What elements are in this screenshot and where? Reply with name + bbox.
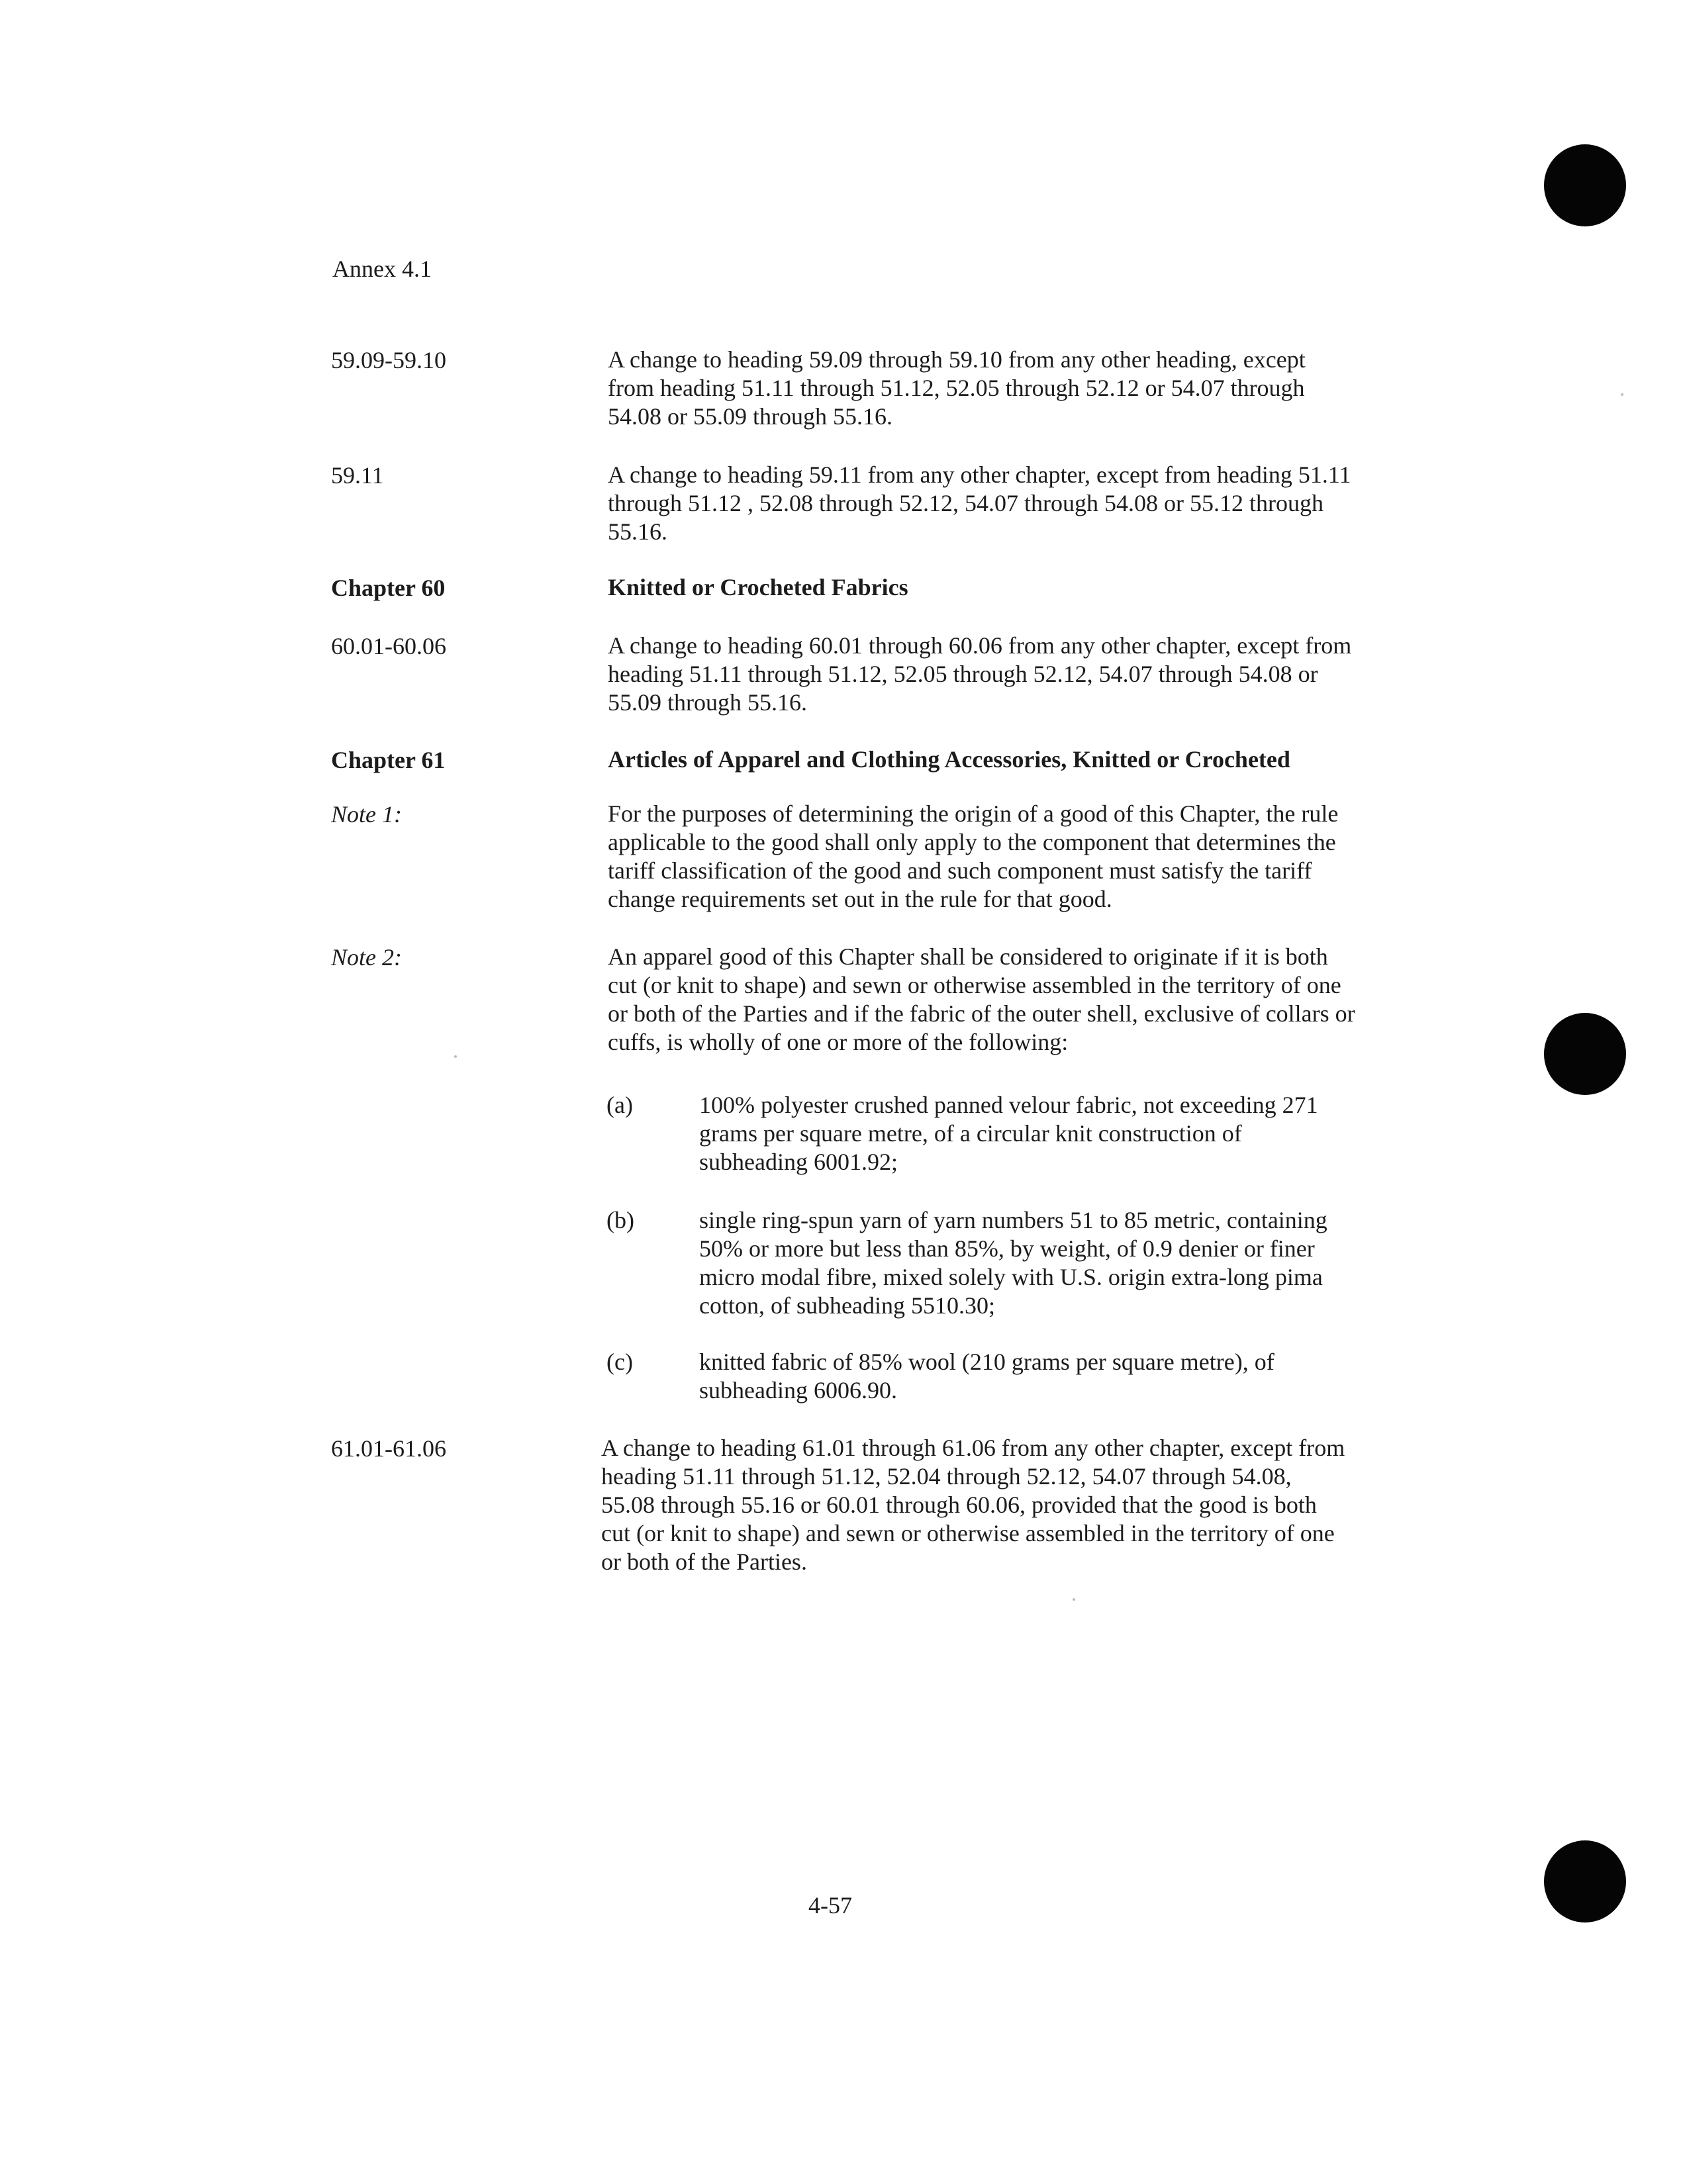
note-label: Note 1: <box>331 801 402 828</box>
rule-text: A change to heading 59.11 from any other chapter, except from heading 51.11 through 51.12 , 52.08 through 52.12, 54.07 through 54.08 or 55.12 through 55.16. <box>608 461 1351 545</box>
binder-hole-top <box>1544 144 1626 226</box>
chapter-number: Chapter 61 <box>331 747 446 773</box>
chapter-title: Knitted or Crocheted Fabrics <box>608 574 908 600</box>
rule-text: A change to heading 59.09 through 59.10 from any other heading, except from heading 51.11 through 51.12, 52.05 through 52.12 or 54.07 through 54.08 or 55.09 through 55.16. <box>608 346 1306 430</box>
note-text: For the purposes of determining the origin of a good of this Chapter, the rule applicable to the good shall only apply to the component that determines the tariff classification of the good and such component must satisfy the tariff change requirements set out in the rule for that good. <box>608 800 1339 912</box>
binder-hole-bottom <box>1544 1840 1626 1923</box>
item-text: knitted fabric of 85% wool (210 grams per square metre), of subheading 6006.90. <box>699 1349 1274 1403</box>
scan-speck <box>454 1055 457 1058</box>
note-label: Note 2: <box>331 944 402 971</box>
binder-hole-middle <box>1544 1013 1626 1095</box>
heading-code: 61.01-61.06 <box>331 1435 446 1462</box>
page-number: 4-57 <box>808 1892 852 1919</box>
item-text: single ring-spun yarn of yarn numbers 51 to 85 metric, containing 50% or more but less than 85%, by weight, of 0.9 denier or finer micro modal fibre, mixed solely with U.S. origin extra-long pima cotton, of subheading 5510.30; <box>699 1207 1327 1319</box>
item-label: (a) <box>606 1092 633 1118</box>
note-text: An apparel good of this Chapter shall be considered to originate if it is both cut (or knit to shape) and sewn or otherwise assembled in the territory of one or both of the Parties and if the fabric of the outer shell, exclusive of collars or cuffs, is wholly of one or more of the following: <box>608 943 1355 1055</box>
item-label: (c) <box>606 1349 633 1375</box>
scan-speck <box>1621 393 1623 396</box>
item-text: 100% polyester crushed panned velour fabric, not exceeding 271 grams per square metre, of a circular knit construction of subheading 6001.92; <box>699 1092 1318 1175</box>
scan-speck <box>1073 1598 1075 1601</box>
heading-code: 60.01-60.06 <box>331 633 446 659</box>
rule-text: A change to heading 60.01 through 60.06 from any other chapter, except from heading 51.11 through 51.12, 52.05 through 52.12, 54.07 through 54.08 or 55.09 through 55.16. <box>608 632 1352 716</box>
heading-code: 59.11 <box>331 462 384 489</box>
heading-code: 59.09-59.10 <box>331 347 446 373</box>
item-label: (b) <box>606 1207 634 1233</box>
rule-text: A change to heading 61.01 through 61.06 from any other chapter, except from heading 51.11 through 51.12, 52.04 through 52.12, 54.07 through 54.08, 55.08 through 55.16 or 60.01 through 60.06, provided that the good is both cut (or knit to shape) and sewn or otherwise assembled in the territory of one or both of the Parties. <box>601 1435 1345 1575</box>
chapter-number: Chapter 60 <box>331 575 446 601</box>
annex-label: Annex 4.1 <box>332 256 432 282</box>
chapter-title: Articles of Apparel and Clothing Accessories, Knitted or Crocheted <box>608 746 1290 773</box>
